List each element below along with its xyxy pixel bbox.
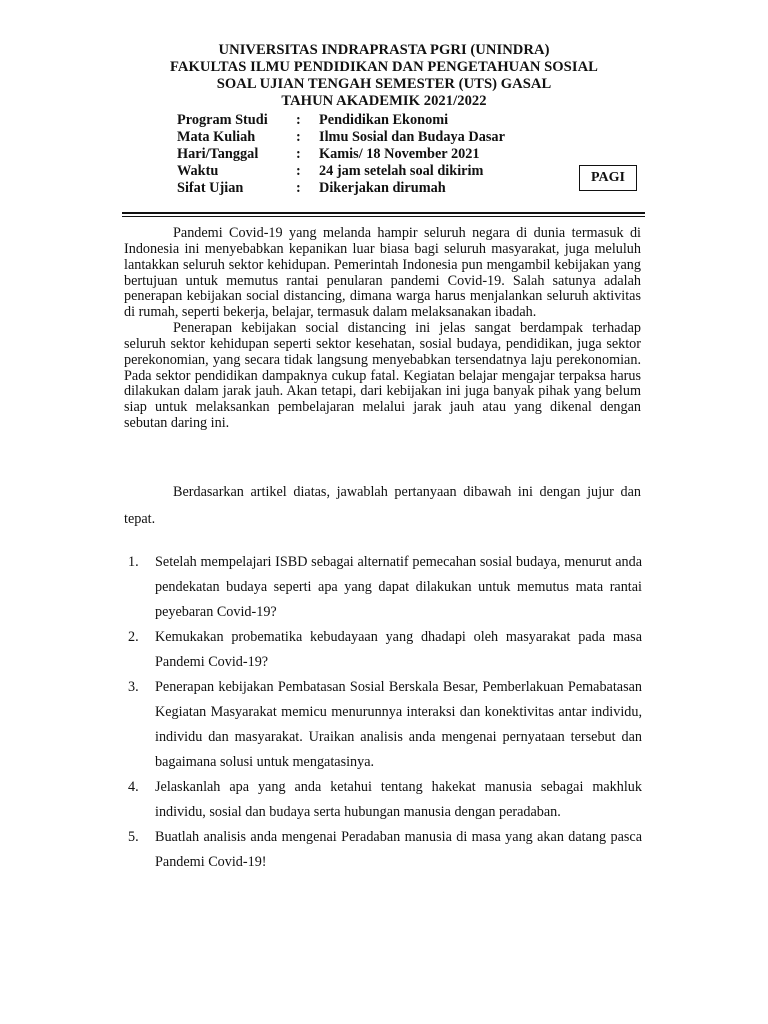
info-value: Kamis/ 18 November 2021 <box>319 146 480 162</box>
info-value: Pendidikan Ekonomi <box>319 112 449 128</box>
instruction-body: Berdasarkan artikel diatas, jawablah pertanyaan dibawah ini dengan jujur dan tepat. <box>124 484 641 527</box>
info-value: Dikerjakan dirumah <box>319 180 446 196</box>
question-item <box>124 825 642 875</box>
exam-header <box>0 42 768 110</box>
session-badge: PAGI <box>579 165 637 191</box>
info-colon: : <box>296 146 301 162</box>
info-colon: : <box>296 129 301 145</box>
question-text: Jelaskanlah apa yang anda ketahui tentang hakekat manusia sebagai makhluk individu, sosial dan budaya serta hubungan manusia dengan peradaban. <box>155 779 642 820</box>
header-divider-thick <box>122 212 645 214</box>
article-paragraph-1 <box>124 226 641 321</box>
paragraph-text: Penerapan kebijakan social distancing ini jelas sangat berdampak terhadap seluruh sektor kehidupan seperti sektor kesehatan, sosial budaya, pendidikan, juga sektor perekonomian, yang secara tidak langsung menyebabkan tersendatnya laju perekonomian. Pada sektor pendidikan dampaknya cukup fatal. Kegiatan belajar mengajar terpaksa harus dilakukan dalam jarak jauh. Akan tetapi, dari kebijakan ini juga banyak pihak yang belum siap untuk melaksankan pembelajaran melalui jarak jauh atau yang dikenal dengan sebutan daring ini. <box>124 320 641 432</box>
faculty-name: FAKULTAS ILMU PENDIDIKAN DAN PENGETAHUAN SOSIAL <box>170 59 598 75</box>
academic-year: TAHUN AKADEMIK 2021/2022 <box>281 93 487 109</box>
question-number: 1. <box>128 554 139 570</box>
article-paragraph-2 <box>124 321 641 432</box>
info-label: Hari/Tanggal <box>177 146 259 162</box>
question-text: Kemukakan probematika kebudayaan yang dhadapi oleh masyarakat pada masa Pandemi Covid-19? <box>155 629 642 670</box>
info-colon: : <box>296 180 301 196</box>
question-text: Buatlah analisis anda mengenai Peradaban manusia di masa yang akan datang pasca Pandemi Covid-19! <box>155 829 642 870</box>
info-colon: : <box>296 112 301 128</box>
question-item <box>124 775 642 825</box>
info-value: 24 jam setelah soal dikirim <box>319 163 484 179</box>
question-item <box>124 675 642 775</box>
question-number: 5. <box>128 829 139 845</box>
question-text: Setelah mempelajari ISBD sebagai alternatif pemecahan sosial budaya, menurut anda pendekatan budaya seperti apa yang dapat dilakukan untuk memutus mata rantai peyebaran Covid-19? <box>155 554 642 620</box>
question-item <box>124 550 642 625</box>
instruction-text <box>124 479 641 533</box>
university-name: UNIVERSITAS INDRAPRASTA PGRI (UNINDRA) <box>218 42 550 58</box>
paragraph-text: Pandemi Covid-19 yang melanda hampir seluruh negara di dunia termasuk di Indonesia ini menyebabkan kepanikan luar biasa bagi seluruh masyarakat, juga meluluh lantakkan seluruh sektor kehidupan. Pemerintah Indonesia pun mengambil kebijakan yang bertujuan untuk memutus rantai penularan pandemi Covid-19. Salah satunya adalah penerapan kebijakan social distancing, dimana warga harus menjalankan seluruh aktivitas di rumah, seperti bekerja, belajar, termasuk dalam melaksanakan ibadah. <box>124 225 641 321</box>
question-number: 4. <box>128 779 139 795</box>
question-item <box>124 625 642 675</box>
info-label: Program Studi <box>177 112 268 128</box>
exam-title: SOAL UJIAN TENGAH SEMESTER (UTS) GASAL <box>216 76 552 92</box>
header-divider-thin <box>122 216 645 217</box>
question-number: 2. <box>128 629 139 645</box>
question-list <box>124 550 642 875</box>
info-value: Ilmu Sosial dan Budaya Dasar <box>319 129 505 145</box>
info-label: Sifat Ujian <box>177 180 244 196</box>
info-label: Waktu <box>177 163 219 179</box>
article-text <box>124 226 641 432</box>
info-label: Mata Kuliah <box>177 129 256 145</box>
info-colon: : <box>296 163 301 179</box>
question-number: 3. <box>128 679 139 695</box>
question-text: Penerapan kebijakan Pembatasan Sosial Berskala Besar, Pemberlakuan Pemabatasan Kegiatan Masyarakat memicu menurunnya interaksi dan konektivitas antar individu, individu dan masyarakat. Uraikan analisis anda mengenai pernyataan tersebut dan bagaimana solusi untuk mengatasinya. <box>155 679 642 770</box>
